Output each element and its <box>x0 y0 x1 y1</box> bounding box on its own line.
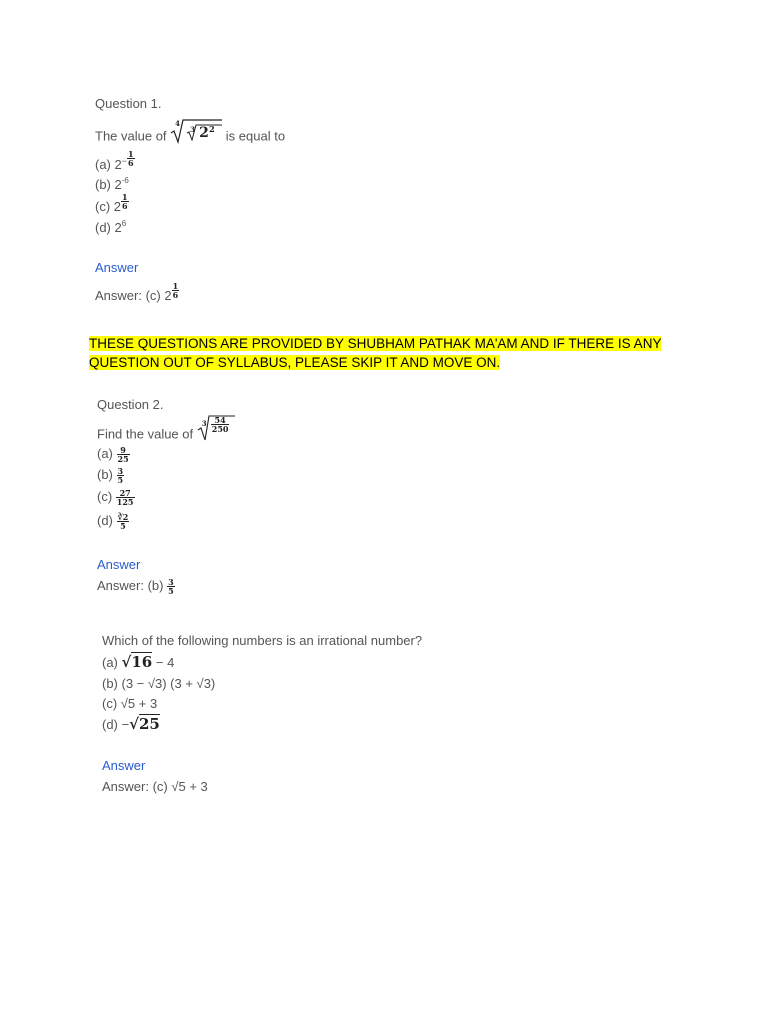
q1-option-a <box>95 150 135 173</box>
q3-option-a-radicand: 16 <box>131 653 153 671</box>
q1-option-b-exponent: -6 <box>121 176 129 185</box>
q2-option-b-label: (b) <box>97 467 113 482</box>
q1-prompt-prefix: The value of <box>95 128 167 144</box>
q1-option-b-label: (b) 2 <box>95 177 122 192</box>
notice-text: THESE QUESTIONS ARE PROVIDED BY SHUBHAM PATHAK MA'AM AND IF THERE IS ANY QUESTION OUT OF SYLLABUS, PLEASE SKIP IT AND MOVE ON. <box>89 336 662 370</box>
q2-option-d-label: (d) <box>97 513 113 528</box>
q2-heading: Question 2. <box>97 397 164 412</box>
q2-option-c-label: (c) <box>97 489 113 504</box>
q2-option-b-fraction: $\frac{3}{5}$ <box>117 466 124 486</box>
q3-option-c: (c) √5 + 3 <box>102 696 158 711</box>
q2-cube-root-expression <box>197 415 235 448</box>
q2-answer-fraction: $\frac{3}{5}$ <box>168 577 174 597</box>
q3-option-d <box>102 716 160 733</box>
q3-option-a-root: √16 <box>121 653 153 671</box>
q2-option-a-fraction: $\frac{9}{25}$ <box>117 445 129 465</box>
q2-option-a <box>97 446 130 463</box>
q1-answer-exponent: $\frac{1}{6}$ <box>172 281 179 300</box>
highlighted-notice <box>89 334 689 372</box>
q3-answer-link[interactable]: Answer <box>102 758 146 773</box>
q2-radicand-fraction: $\frac{54}{250}$ <box>211 415 229 434</box>
q1-option-d-exponent: 6 <box>121 219 127 228</box>
q2-answer <box>97 578 175 595</box>
q2-answer-text: Answer: (b) <box>97 578 164 593</box>
q1-option-b <box>95 173 129 193</box>
q1-option-c-label: (c) 2 <box>95 199 121 214</box>
q1-heading: Question 1. <box>95 96 162 111</box>
q1-inner-index: 3 <box>190 125 196 134</box>
q1-option-a-exponent: $\frac{1}{6}$ <box>128 149 134 168</box>
q1-base: 2 <box>199 125 209 141</box>
q2-option-d <box>97 513 129 530</box>
q1-option-d <box>95 216 126 236</box>
q2-option-a-label: (a) <box>97 446 113 461</box>
q1-exponent: 2 <box>209 124 215 134</box>
q1-nested-root-expression <box>170 119 222 150</box>
q3-option-d-radicand: 25 <box>138 715 160 733</box>
q3-option-d-label: (d) − <box>102 717 130 732</box>
q2-root-index: 3 <box>201 419 207 428</box>
q3-answer: Answer: (c) √5 + 3 <box>102 779 208 794</box>
q3-option-d-root: √25 <box>129 715 160 733</box>
q2-prompt-prefix: Find the value of <box>97 426 194 442</box>
q1-option-c-exponent: $\frac{1}{6}$ <box>122 192 128 211</box>
q2-prompt <box>97 415 235 448</box>
q2-option-b <box>97 467 124 484</box>
q1-outer-index: 4 <box>175 119 181 128</box>
q1-prompt-suffix: is equal to <box>225 128 286 144</box>
q2-option-c <box>97 489 135 506</box>
q3-option-a-label: (a) <box>102 655 118 670</box>
q3-prompt: Which of the following numbers is an irrational number? <box>102 633 423 648</box>
q2-option-c-fraction: $\frac{27}{125}$ <box>116 488 134 508</box>
q1-prompt <box>95 119 286 150</box>
q3-option-b: (b) (3 − √3) (3 + √3) <box>102 676 216 691</box>
q3-option-a <box>102 654 174 671</box>
q1-option-c <box>95 193 129 215</box>
q1-option-a-sign: − <box>121 156 127 166</box>
q2-answer-link[interactable]: Answer <box>97 557 141 572</box>
q1-answer-text: Answer: (c) 2 <box>95 288 172 303</box>
q1-answer <box>95 282 179 304</box>
q1-option-a-label: (a) 2 <box>95 157 122 172</box>
q3-option-a-suffix: − 4 <box>155 655 175 670</box>
q1-answer-link[interactable]: Answer <box>95 260 139 275</box>
q1-option-d-label: (d) 2 <box>95 220 122 235</box>
q2-option-d-fraction: $\frac{∛2}{5}$ <box>117 512 129 532</box>
